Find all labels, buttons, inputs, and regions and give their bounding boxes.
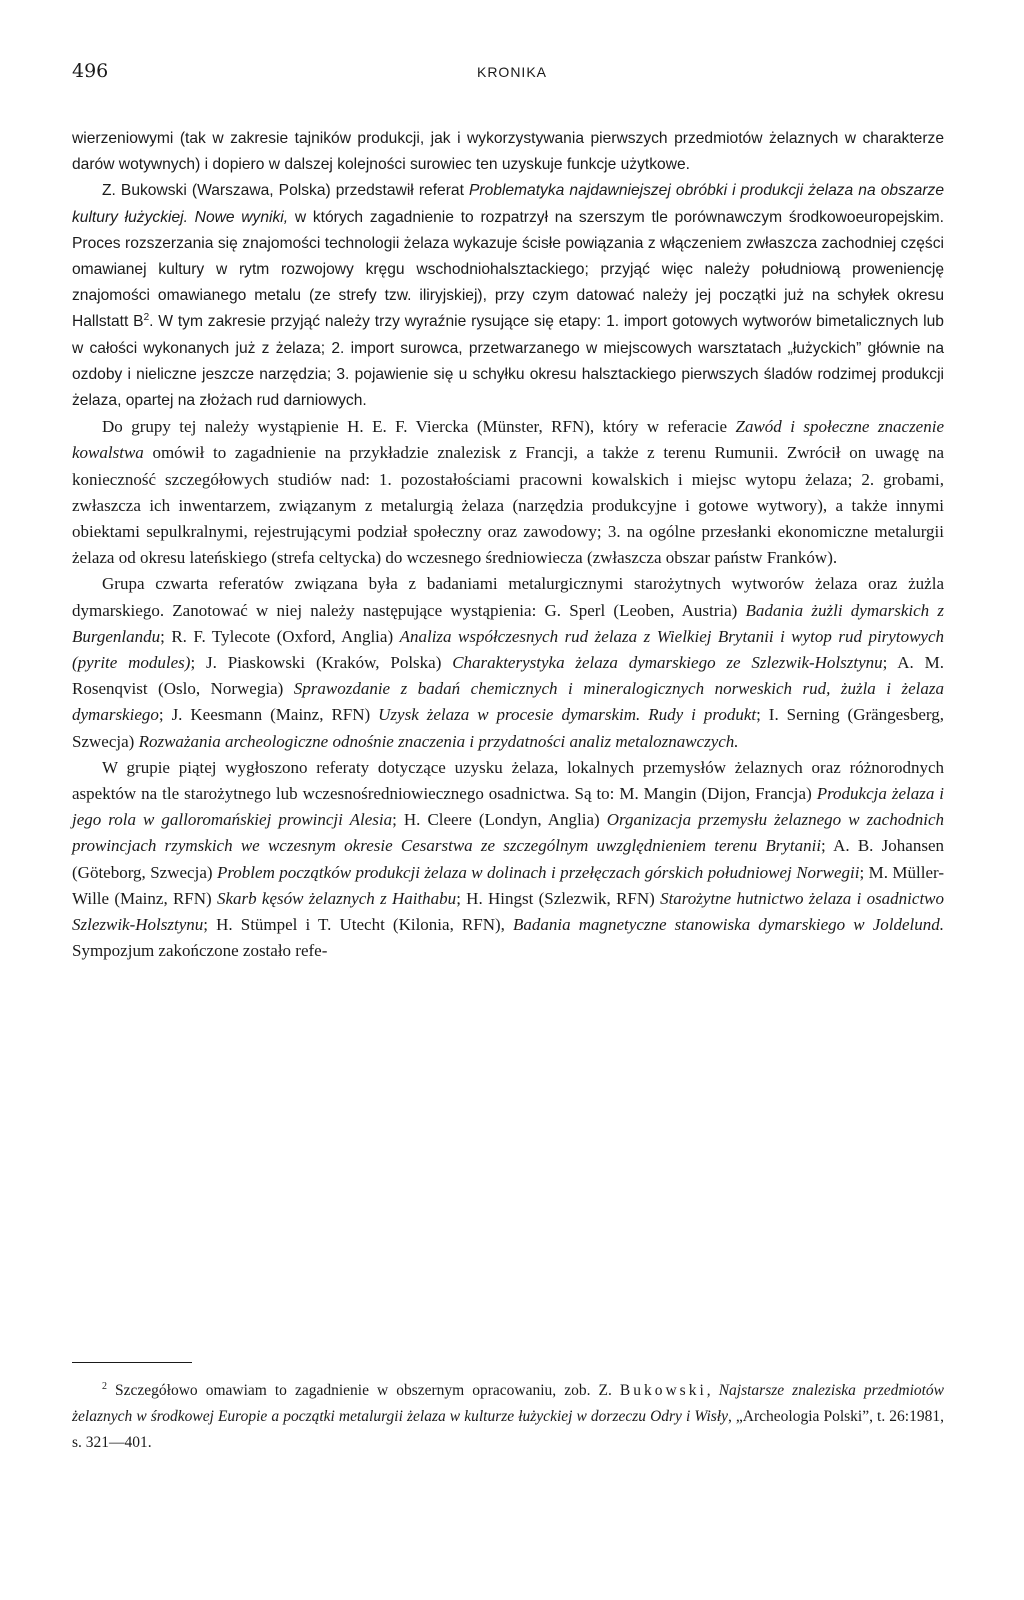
p2-text-a: Z. Bukowski (Warszawa, Polska) przedstawił referat <box>102 182 469 200</box>
p5-text-b: ; H. Cleere (Londyn, Anglia) <box>392 810 607 830</box>
paragraph-5 <box>72 755 944 965</box>
p4-title-5: Uzysk żelaza w procesie dymarskim. Rudy i produkt <box>378 705 757 725</box>
paragraph-1-text: wierzeniowymi (tak w zakresie tajników produkcji, jak i wykorzystywania pierwszych przedmiotów żelaznych w charakterze darów wotywnych) i dopiero w dalszej kolejności surowiec ten uzyskuje funkcje użytkowe. <box>72 130 944 174</box>
p5-title-1: Produkcja żelaza i jego rola w galloromańskiej prowincji Alesia <box>72 784 945 830</box>
p5-text-c: ; A. B. Johansen (Göteborg, Szwecja) <box>72 836 944 882</box>
p4-text-b: ; R. F. Tylecote (Oxford, Anglia) <box>160 626 400 646</box>
footnote-author: Bukowski <box>619 1382 707 1399</box>
running-head: KRONIKA <box>476 64 547 80</box>
paragraph-4 <box>72 571 944 754</box>
p2-title-italic: Problematyka najdawniejszej obróbki i produkcji żelaza na obszarze kultury łużyckiej. <box>72 182 944 226</box>
p3-title-italic: Zawód i społeczne znaczenie kowalstwa <box>72 417 944 463</box>
p4-title-1: Badania żużli dymarskich z Burgenlandu <box>72 600 944 646</box>
p4-title-4: Sprawozdanie z badań chemicznych i mineralogicznych norweskich rud, żużla i żelaza dymarskiego <box>72 679 944 725</box>
paragraph-2 <box>72 178 944 414</box>
p4-title-3: Charakterystyka żelaza dymarskiego ze Szlezwik-Holsztynu <box>452 653 883 673</box>
footnote-divider <box>72 1362 192 1363</box>
p5-title-5: Starożytne hutnictwo żelaza i osadnictwo Szlezwik-Holsztynu <box>72 888 945 935</box>
p4-title-6: Rozważania archeologiczne odnośnie znaczenia i przydatności analiz metaloznawczych. <box>138 731 739 751</box>
p3-text-b: omówił to zagadnienie na przykładzie znalezisk z Francji, a także z terenu Rumunii. Zwrócił on uwagę na konieczność szczegółowych studiów nad: 1. pozostałościami pracowni kowalskich i miejsc wytopu żelaza; 2. grobami, zwłaszcza ich inwentarzem, związanym z metalurgią żelaza (narzędzia produkcyjne i gotowe wytwory), a także innymi obiektami sepulkralnymi, rejestrującymi podział społeczny oraz zawodowy; 3. na ogólne przesłanki ekonomiczne metalurgii żelaza od okresu lateńskiego (strefa celtycka) do wczesnego średniowiecza (zwłaszcza obszar państw Franków). <box>72 443 944 568</box>
p2-text-c: . W tym zakresie przyjąć należy trzy wyraźnie rysujące się etapy: 1. import gotowych wytworów bimetalicznych lub w całości wykonanych już z żelaza; 2. import surowca, przetwarzanego w miejscowych warsztatach „łużyckich” głównie na ozdoby i nieliczne jeszcze narzędzia; 3. pojawienie się u schyłku okresu halsztackiego pierwszych śladów rodzimej produkcji żelaza, opartej na złożach rud darniowych. <box>72 313 944 410</box>
p5-text-f: ; H. Stümpel i T. Utecht (Kilonia, RFN), <box>203 915 514 935</box>
p5-title-2: Organizacja przemysłu żelaznego w zachodnich prowincjach rzymskich we wczesnym okresie Cesarstwa ze szczególnym uwzględnieniem terenu Brytanii <box>72 810 945 856</box>
p5-title-3: Problem początków produkcji żelaza w dolinach i przełęczach górskich południowej Norwegii <box>216 862 860 882</box>
footnote-text-a: Szczegółowo omawiam to zagadnienie w obszernym opracowaniu, zob. Z. <box>107 1382 620 1399</box>
paragraph-3 <box>72 414 944 571</box>
page-number: 496 <box>72 60 109 82</box>
p4-title-2: Analiza współczesnych rud żelaza z Wielkiej Brytanii i wytop rud pirytowych (pyrite modules) <box>72 626 944 673</box>
p5-title-6: Badania magnetyczne stanowiska dymarskiego w Joldelund. <box>513 915 944 935</box>
footnote <box>72 1378 944 1456</box>
p3-text-a: Do grupy tej należy wystąpienie H. E. F. Viercka (Münster, RFN), który w referacie <box>102 417 736 437</box>
main-text <box>72 126 944 965</box>
p5-text-g: Sympozjum zakończone zostało refe- <box>72 941 328 961</box>
p5-text-a: W grupie piątej wygłoszono referaty dotyczące uzysku żelaza, lokalnych przemysłów żelaznych oraz różnorodnych aspektów na tle starożytnego lub wczesnośredniowiecznego osadnictwa. Są to: M. Mangin (Dijon, Francja) <box>72 757 944 804</box>
footnote-text-b: , <box>706 1382 719 1399</box>
footnote-title: Najstarsze znaleziska przedmiotów żelaznych w środkowej Europie a początki metalurgii żelaza w kulturze łużyckiej w dorzeczu Odry i Wisły <box>72 1382 945 1425</box>
footnote-paragraph <box>72 1378 944 1456</box>
p4-text-a: Grupa czwarta referatów związana była z badaniami metalurgicznymi starożytnych wytworów żelaza oraz żużla dymarskiego. Zanotować w niej należy następujące wystąpienia: G. Sperl (Leoben, Austria) <box>72 574 944 620</box>
footnote-marker: 2 <box>102 1380 107 1392</box>
p5-text-d: ; M. Müller-Wille (Mainz, RFN) <box>72 862 944 908</box>
p4-text-d: ; A. M. Rosenqvist (Oslo, Norwegia) <box>72 653 944 699</box>
p4-text-c: ; J. Piaskowski (Kraków, Polska) <box>190 653 453 673</box>
p5-title-4: Skarb kęsów żelaznych z Haithabu <box>216 888 457 908</box>
footnote-ref: 2 <box>143 312 150 324</box>
p4-text-e: ; J. Keesmann (Mainz, RFN) <box>158 705 379 725</box>
page-header <box>72 60 952 90</box>
paragraph-1 <box>72 126 944 178</box>
p2-title-italic-2: Nowe wyniki, <box>187 208 289 226</box>
p2-text-b: w których zagadnienie to rozpatrzył na szerszym tle porównawczym środkowoeuropejskim. Proces rozszerzania się znajomości technologii żelaza wykazuje ścisłe powiązania z włączeniem zwłaszcza zachodniej części omawianej kultury w rytm rozwojowy kręgu wschodniohalsztackiego; przyjąć więc należy południową proweniencję znajomości omawianego metalu (ze strefy tzw. iliryjskiej), przy czym datować należy jej początki już na schyłek okresu Hallstatt B <box>72 208 944 331</box>
footnote-text-c: , „Archeologia Polski”, t. 26:1981, s. 321—401. <box>72 1408 944 1451</box>
p5-text-e: ; H. Hingst (Szlezwik, RFN) <box>456 888 661 908</box>
p4-text-f: ; I. Serning (Grängesberg, Szwecja) <box>72 705 944 751</box>
